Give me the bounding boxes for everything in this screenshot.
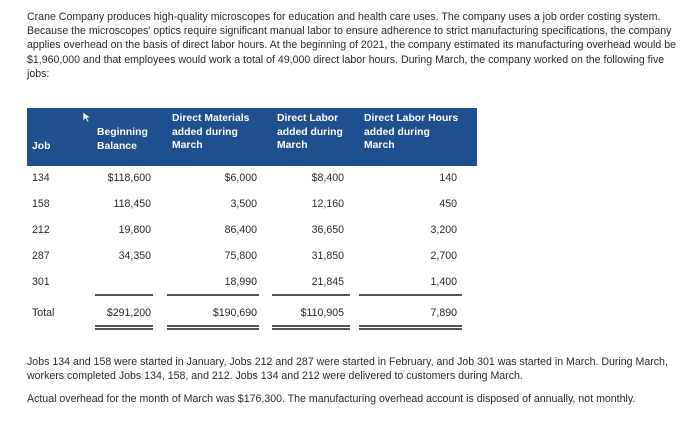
cell-direct-labor-hours: 7,890 (430, 307, 457, 319)
total-double-rule-dlh-2 (359, 328, 462, 330)
cell-direct-labor-hours: 450 (439, 198, 457, 210)
table-row (27, 244, 477, 270)
table-total-row (27, 301, 477, 327)
cell-job: Total (32, 307, 55, 319)
header-job: Job (32, 141, 51, 152)
subtotal-rule-beginning (95, 294, 153, 296)
actual-overhead-paragraph: Actual overhead for the month of March was $176,300. The manufacturing overhead account is disposed of annually, not monthly. (27, 393, 636, 406)
cell-direct-labor-hours: 1,400 (430, 276, 457, 288)
total-double-rule-beginning (95, 325, 153, 327)
total-double-rule-beginning-2 (95, 328, 153, 330)
cell-direct-materials: 18,990 (224, 276, 257, 288)
cell-beginning-balance: 34,350 (118, 250, 151, 262)
table-row (27, 166, 477, 192)
total-double-rule-dl-2 (272, 328, 350, 330)
header-direct-materials (172, 112, 249, 153)
header-dm-line2: added during (172, 126, 238, 138)
problem-details (27, 355, 687, 416)
cell-beginning-balance: 118,450 (113, 198, 151, 210)
mouse-cursor-icon (82, 111, 92, 123)
jobs-table (27, 108, 477, 330)
header-dl-line2: added during (277, 126, 343, 138)
table-row (27, 218, 477, 244)
header-beginning-line2: Balance (97, 140, 137, 152)
total-double-rule-dlh (359, 325, 462, 327)
cell-job: 212 (32, 224, 50, 236)
subtotal-rule-dl (272, 294, 350, 296)
cell-direct-labor: $8,400 (311, 172, 344, 184)
cell-job: 158 (32, 198, 50, 210)
cell-job: 287 (32, 250, 50, 262)
jobs-status-paragraph: Jobs 134 and 158 were started in January, Jobs 212 and 287 were started in February, and Job 301 was started in March. During March, workers completed Jobs 134, 158, and 212. Jobs 134 and 212 were delivered to customers during March. (27, 356, 668, 383)
header-direct-labor-hours (364, 112, 458, 153)
header-dm-line3: March (172, 140, 203, 151)
cell-direct-labor: $110,905 (300, 307, 344, 319)
cell-beginning-balance: 19,800 (118, 224, 151, 236)
table-row (27, 192, 477, 218)
header-dlh-line3: March (364, 140, 395, 151)
cell-direct-materials: 3,500 (230, 198, 257, 210)
cell-direct-labor-hours: 2,700 (430, 250, 457, 262)
header-direct-labor (277, 112, 343, 153)
total-double-rule-dm-2 (167, 328, 259, 330)
header-dm-line1: Direct Materials (172, 113, 250, 124)
cell-direct-labor-hours: 3,200 (430, 224, 457, 236)
cell-direct-labor: 36,650 (311, 224, 344, 236)
cell-direct-materials: $6,000 (224, 172, 257, 184)
subtotal-rule-dlh (359, 294, 462, 296)
problem-intro: Crane Company produces high-quality microscopes for education and health care uses. The company uses a job order costing system. Because the microscopes' optics require significant manual labor to ensure adherence to strict manufacturing specifications, the company applies overhead on the basis of direct labor hours. At the beginning of 2021, the company estimated its manufacturing overhead would be $1,960,000 and that employees would work a total of 49,000 direct labor hours. During March, the company worked on the following five jobs: (27, 11, 676, 80)
cell-direct-materials: 75,800 (224, 250, 257, 262)
header-dl-line1: Direct Labor (277, 113, 339, 124)
cell-job: 301 (32, 276, 50, 288)
header-dlh-line1: Direct Labor Hours (364, 113, 459, 124)
header-beginning (97, 126, 148, 153)
cell-direct-labor: 21,845 (311, 276, 344, 288)
cell-direct-labor: 12,160 (311, 198, 344, 210)
total-double-rule-dm (167, 325, 259, 327)
cell-direct-materials: 86,400 (224, 224, 257, 236)
total-double-rule-dl (272, 325, 350, 327)
header-dlh-line2: added during (364, 126, 430, 138)
cell-direct-labor-hours: 140 (439, 172, 457, 184)
header-dl-line3: March (277, 140, 308, 151)
subtotal-rule-dm (167, 294, 259, 296)
table-header (27, 108, 477, 166)
header-beginning-line1: Beginning (97, 127, 148, 138)
cell-beginning-balance: $118,600 (107, 172, 151, 184)
table-row (27, 270, 477, 296)
cell-beginning-balance: $291,200 (106, 307, 151, 319)
cell-direct-labor: 31,850 (311, 250, 344, 262)
cell-job: 134 (32, 172, 50, 184)
cell-direct-materials: $190,690 (212, 307, 257, 319)
